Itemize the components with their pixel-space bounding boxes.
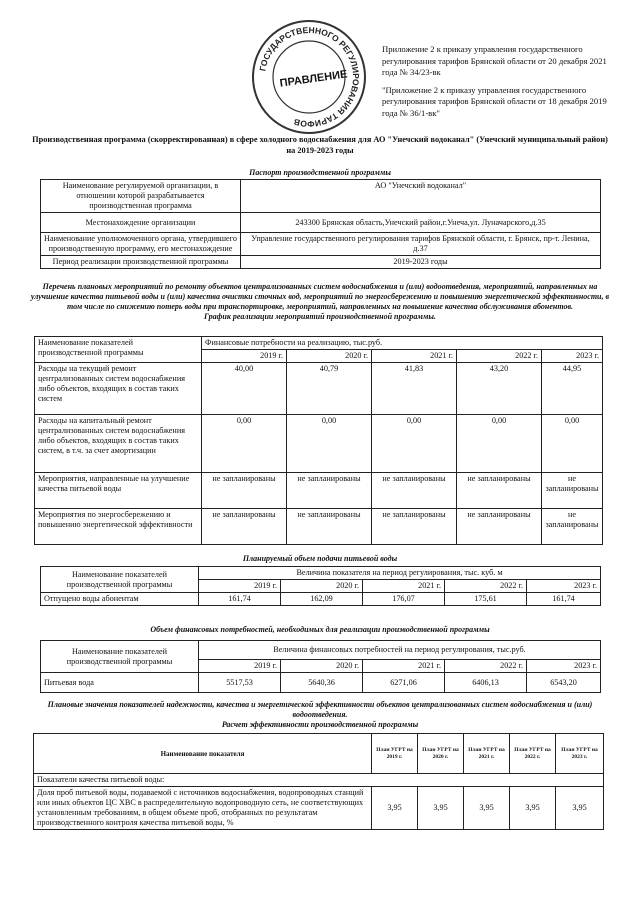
passport-row (41, 233, 601, 256)
passport-label: Наименование регулируемой организации, в отношении которой разрабатывается производственная программа (41, 180, 241, 213)
cell-value: не запланированы (542, 509, 603, 545)
row-label: Расходы на текущий ремонт централизованных систем водоснабжения либо объектов, входящих в состав таких систем (35, 363, 202, 415)
cell-value: 161,74 (527, 593, 601, 606)
section-title: Показатели качества питьевой воды: (34, 774, 604, 787)
passport-value: 243300 Брянская область,Унечский район,г.Унеча,ул. Луначарского,д.35 (241, 213, 601, 233)
year-header: 2019 г. (199, 580, 281, 593)
year-header: 2021 г. (363, 660, 445, 673)
year-header: 2020 г. (287, 350, 372, 363)
passport-value: 2019-2023 годы (241, 256, 601, 269)
supply-table (40, 566, 601, 606)
measures-table (34, 336, 603, 545)
cell-value: 43,20 (457, 363, 542, 415)
cell-value: 0,00 (542, 415, 603, 473)
appendix-line-1: Приложение 2 к приказу управления государственного регулирования тарифов Брянской области от 20 декабря 2021 года № 34/23-вк (382, 44, 607, 78)
plan-header: План УГРТ на 2020 г. (418, 734, 464, 774)
year-header: 2021 г. (363, 580, 445, 593)
stamp-outer-text: ГОСУДАРСТВЕННОГО РЕГУЛИРОВАНИЯ ТАРИФОВ (257, 24, 362, 130)
cell-value: 0,00 (287, 415, 372, 473)
finance-table (40, 640, 601, 693)
page-title: Производственная программа (скорректированная) в сфере холодного водоснабжения для АО "Унечский водоканал" (Унечский муниципальный район) на 2019-2023 годы (32, 135, 608, 155)
cell-value: не запланированы (457, 473, 542, 509)
cell-value: не запланированы (287, 473, 372, 509)
efficiency-table (33, 733, 604, 830)
cell-value: не запланированы (542, 473, 603, 509)
year-header: 2023 г. (527, 580, 601, 593)
finance-caption: Объем финансовых потребностей, необходимых для реализации производственной программы (150, 625, 490, 634)
row-label: Мероприятия, направленные на улучшение качества питьевой воды (35, 473, 202, 509)
year-header: 2021 г. (372, 350, 457, 363)
efficiency-caption-text: Плановые значения показателей надежности, качества и энергетической эффективности объектов централизованных систем водоснабжения и (или) водоотведения. (47, 700, 593, 719)
cell-value: 162,09 (281, 593, 363, 606)
year-header: 2022 г. (457, 350, 542, 363)
plan-header: План УГРТ на 2023 г. (556, 734, 604, 774)
passport-row (41, 256, 601, 269)
row-label: Отпущено воды абонентам (41, 593, 199, 606)
table-row (41, 673, 601, 693)
year-header: 2019 г. (199, 660, 281, 673)
cell-value: не запланированы (372, 509, 457, 545)
year-header: 2022 г. (445, 660, 527, 673)
year-header: 2020 г. (281, 580, 363, 593)
row-label: Мероприятия по энергосбережению и повышению энергетической эффективности (35, 509, 202, 545)
finance-col-name: Наименование показателей производственной программы (41, 641, 199, 673)
efficiency-col-name: Наименование показателя (34, 734, 372, 774)
cell-value: 3,95 (372, 787, 418, 830)
cell-value: 40,00 (202, 363, 287, 415)
cell-value: 175,61 (445, 593, 527, 606)
cell-value: 3,95 (510, 787, 556, 830)
measures-caption-text: Перечень плановых мероприятий по ремонту объектов централизованных систем водоснабжения и (или) водоотведения, мероприятий, направленных на улучшение качества питьевой воды и (или) качества очистки сточных вод, мероприятий по энергосбережению и повышению энергетической эффективности, в том числе по снижению потерь воды при транспортировке, мероприятий, направленных на повышение качества обслуживания абонентов. (30, 282, 610, 311)
passport-value: АО "Унечский водоканал" (241, 180, 601, 213)
efficiency-caption (30, 700, 610, 730)
cell-value: не запланированы (202, 509, 287, 545)
cell-value: 0,00 (202, 415, 287, 473)
measures-caption (30, 282, 610, 322)
row-label: Питьевая вода (41, 673, 199, 693)
passport-table (40, 179, 601, 269)
passport-label: Период реализации производственной программы (41, 256, 241, 269)
cell-value: 0,00 (457, 415, 542, 473)
cell-value: 3,95 (556, 787, 604, 830)
cell-value: 0,00 (372, 415, 457, 473)
stamp-center-text: ПРАВЛЕНИЕ (279, 68, 349, 90)
cell-value: 161,74 (199, 593, 281, 606)
measures-schedule-caption: График реализации мероприятий производственной программы. (204, 312, 436, 321)
year-header: 2023 г. (542, 350, 603, 363)
passport-label: Наименование уполномоченного органа, утвердившего производственную программу, его местонахождение (41, 233, 241, 256)
cell-value: не запланированы (287, 509, 372, 545)
official-stamp (250, 18, 368, 136)
measures-col-group: Финансовые потребности на реализацию, тыс.руб. (202, 337, 603, 350)
cell-value: 44,95 (542, 363, 603, 415)
year-header: 2020 г. (281, 660, 363, 673)
cell-value: 3,95 (418, 787, 464, 830)
efficiency-calc-caption: Расчет эффективности производственной программы (221, 720, 419, 729)
passport-row (41, 213, 601, 233)
year-header: 2023 г. (527, 660, 601, 673)
supply-col-name: Наименование показателей производственной программы (41, 567, 199, 593)
supply-caption: Планируемый объем подачи питьевой воды (242, 554, 398, 563)
cell-value: 40,79 (287, 363, 372, 415)
passport-label: Местонахождение организации (41, 213, 241, 233)
plan-header: План УГРТ на 2021 г. (464, 734, 510, 774)
cell-value: 3,95 (464, 787, 510, 830)
cell-value: 6406,13 (445, 673, 527, 693)
supply-col-group: Величина показателя на период регулирования, тыс. куб. м (199, 567, 601, 580)
table-row (35, 509, 603, 545)
passport-row (41, 180, 601, 213)
plan-header: План УГРТ на 2022 г. (510, 734, 556, 774)
cell-value: 41,83 (372, 363, 457, 415)
table-row (35, 415, 603, 473)
table-row (35, 363, 603, 415)
cell-value: 5640,36 (281, 673, 363, 693)
cell-value: не запланированы (202, 473, 287, 509)
cell-value: не запланированы (372, 473, 457, 509)
section-row (34, 774, 604, 787)
cell-value: 6543,20 (527, 673, 601, 693)
table-row (35, 473, 603, 509)
table-row (41, 593, 601, 606)
measures-col-name: Наименование показателей производственной программы (35, 337, 202, 363)
table-row (34, 787, 604, 830)
cell-value: 176,07 (363, 593, 445, 606)
cell-value: 6271,06 (363, 673, 445, 693)
appendix-line-2: "Приложение 2 к приказу управления государственного регулирования тарифов Брянской области от 18 декабря 2019 года № 36/1-вк" (382, 84, 607, 118)
cell-value: не запланированы (457, 509, 542, 545)
row-label: Доля проб питьевой воды, подаваемой с источников водоснабжения, водопроводных станций или иных объектов ЦС ХВС в распределительную водопроводную сеть, не соответствующих установленным требованиям, в общем объеме проб, отобранных по результатам производственного контроля качества питьевой воды, % (34, 787, 372, 830)
row-label: Расходы на капитальный ремонт централизованных систем водоснабжения либо объектов, входящих в состав таких систем, в т.ч. за счет амортизации (35, 415, 202, 473)
passport-value: Управление государственного регулирования тарифов Брянской области, г. Брянск, пр-т. Ленина, д.37 (241, 233, 601, 256)
year-header: 2022 г. (445, 580, 527, 593)
appendix-header (382, 44, 617, 126)
plan-header: План УГРТ на 2019 г. (372, 734, 418, 774)
cell-value: 5517,53 (199, 673, 281, 693)
year-header: 2019 г. (202, 350, 287, 363)
finance-col-group: Величина финансовых потребностей на период регулирования, тыс.руб. (199, 641, 601, 660)
passport-caption: Паспорт производственной программы (249, 168, 391, 177)
